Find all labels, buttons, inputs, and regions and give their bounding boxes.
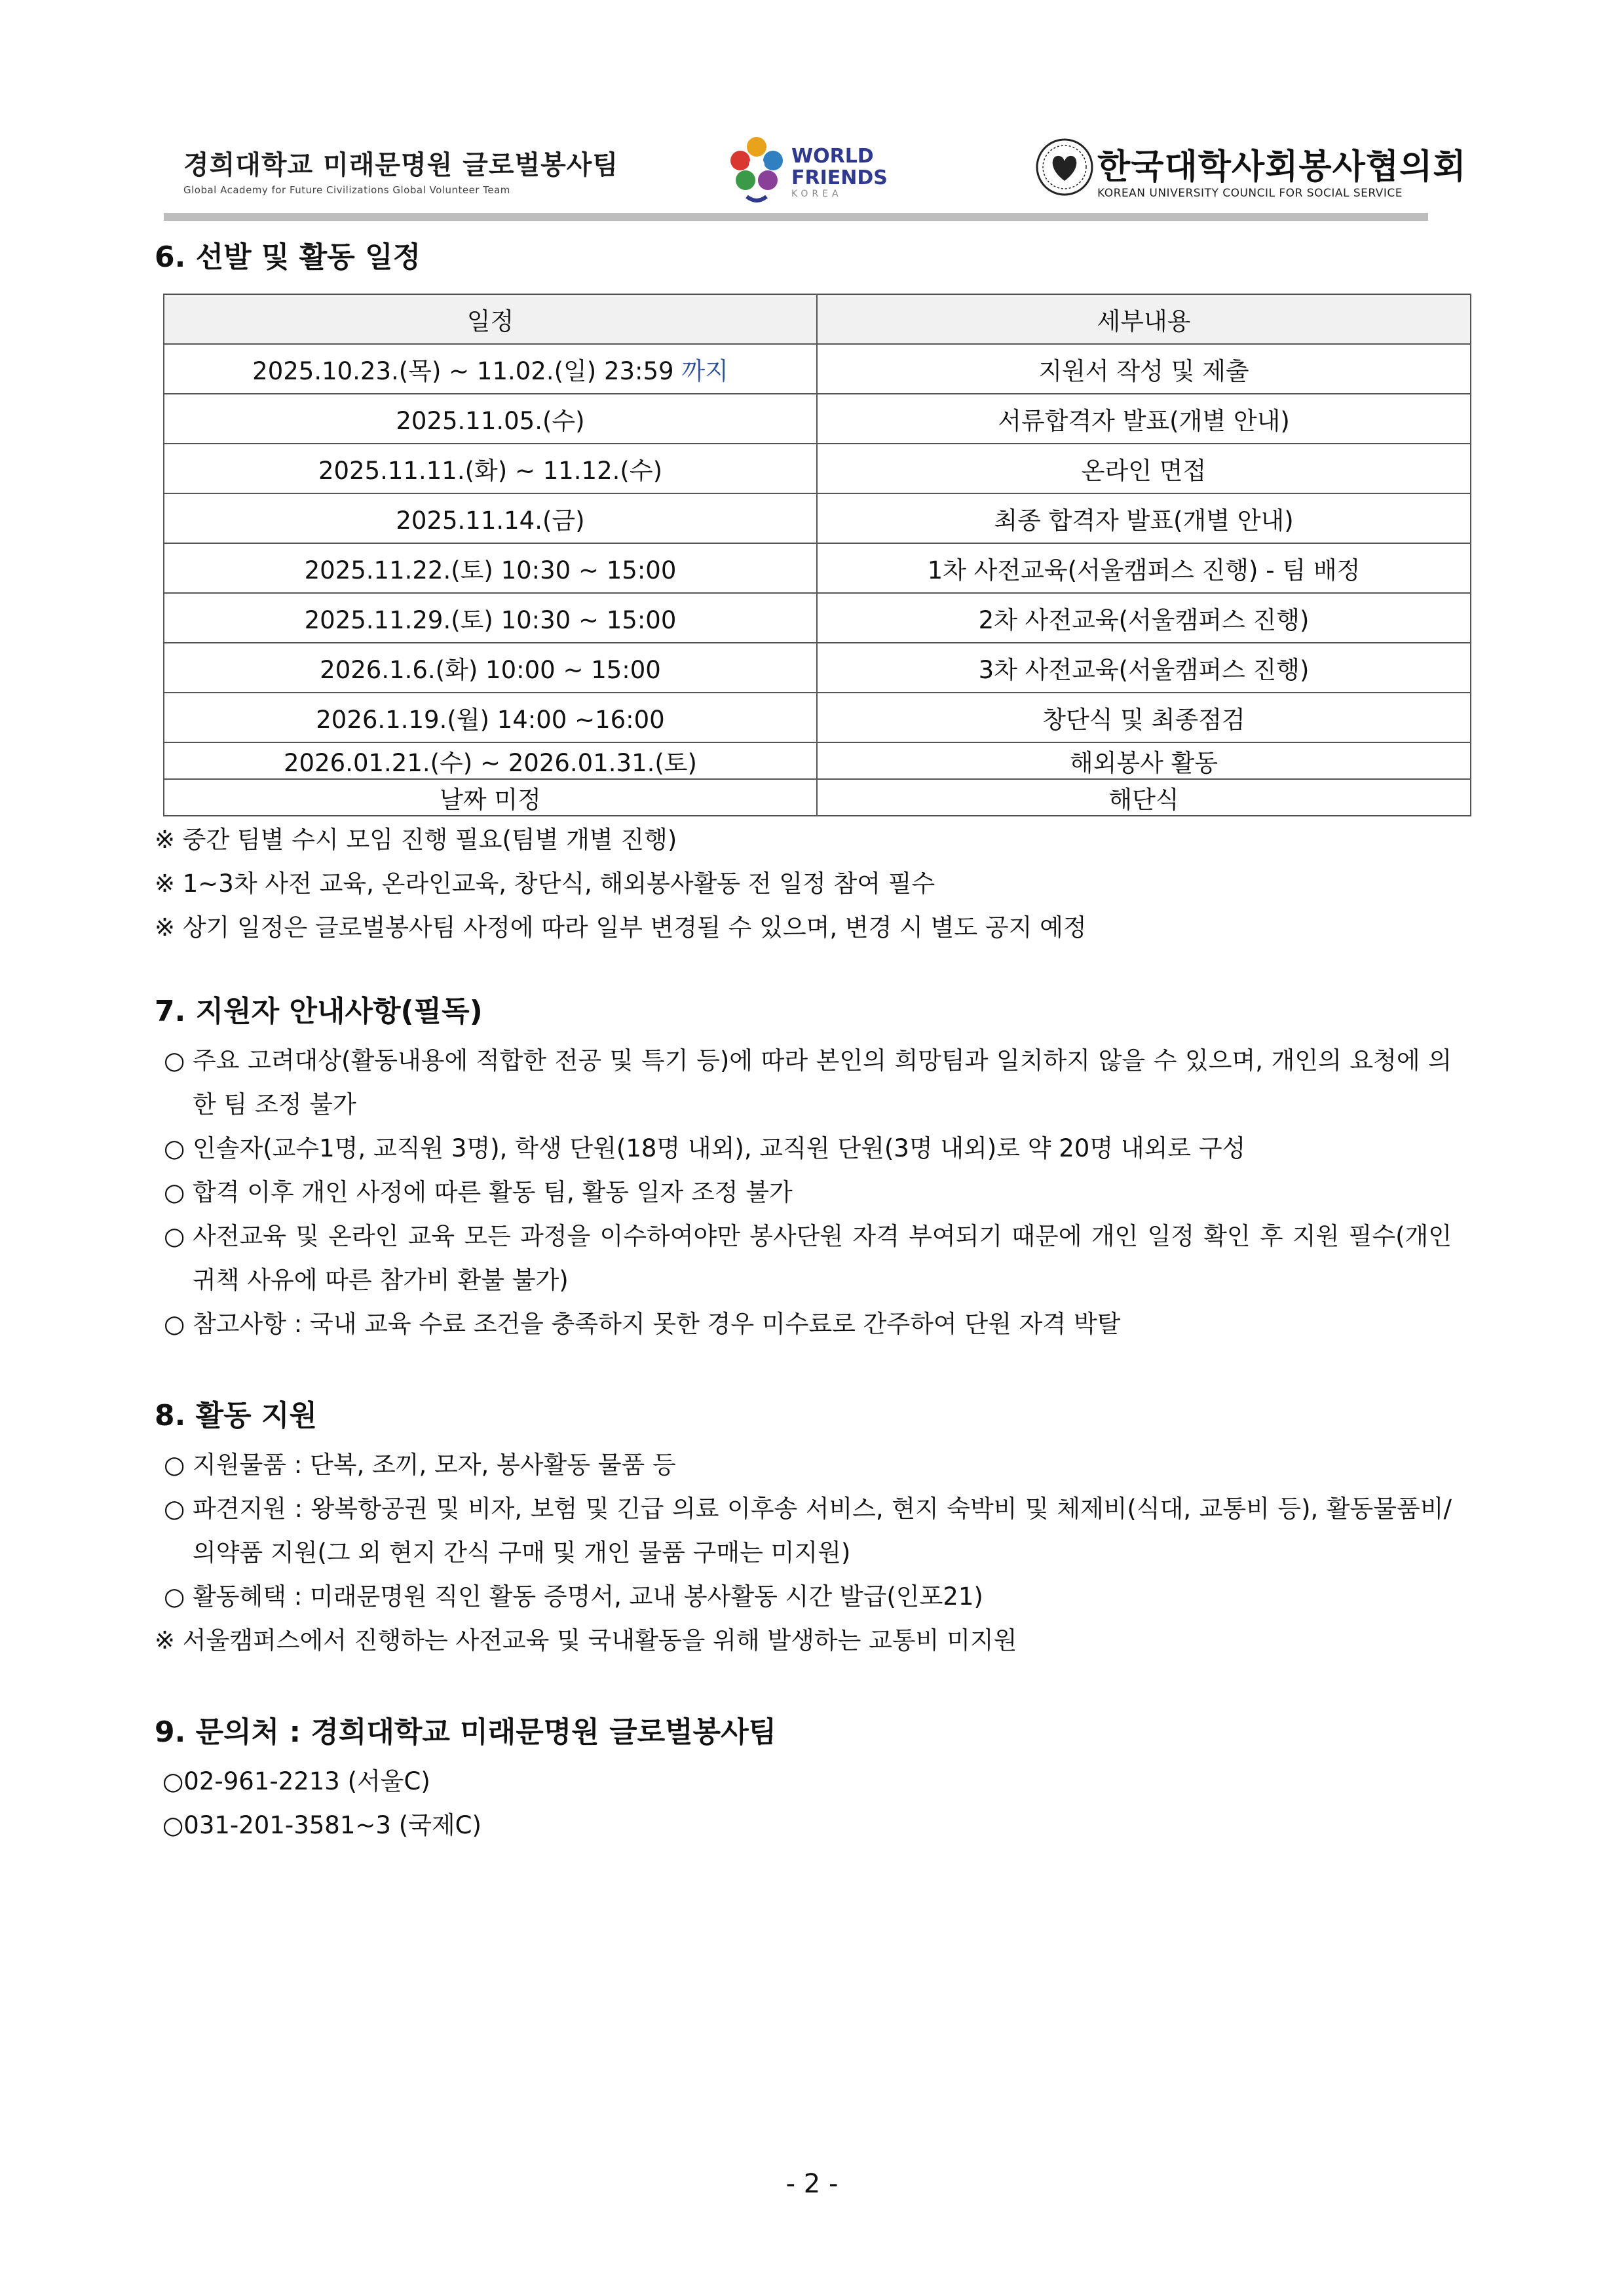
until-label: 까지: [681, 357, 728, 385]
world-friends-line1: WORLD: [791, 145, 874, 168]
list-item: ○ 파견지원 : 왕복항공권 및 비자, 보험 및 긴급 의료 이후송 서비스, 현지 숙박비 및 체제비(식대, 교통비 등), 활동물품비/의약품 지원(그 외 현지 간식 구매 및 개인 물품 구매는 미지원): [155, 1487, 1471, 1575]
world-friends-emblem-icon: [721, 131, 793, 210]
list-item: ○ 주요 고려대상(활동내용에 적합한 전공 및 특기 등)에 따라 본인의 희망팀과 일치하지 않을 수 있으며, 개인의 요청에 의한 팀 조정 불가: [155, 1039, 1471, 1126]
page-header: [164, 124, 1467, 223]
header-divider: [164, 213, 1428, 221]
note-item: ※ 중간 팀별 수시 모임 진행 필요(팀별 개별 진행): [155, 826, 677, 854]
table-row: [164, 779, 1471, 816]
table-cell-date: 2025.11.14.(금): [164, 493, 817, 543]
circle-bullet-icon: ○: [164, 1046, 185, 1075]
table-cell-detail: 온라인 면접: [817, 444, 1471, 493]
contact-global: ○031-201-3581~3 (국제C): [162, 1811, 482, 1839]
note-item: ※ 1~3차 사전 교육, 온라인교육, 창단식, 해외봉사활동 전 일정 참여 필수: [155, 870, 935, 898]
table-header-detail: 세부내용: [817, 294, 1471, 344]
table-cell-date: 2026.1.19.(월) 14:00 ~16:00: [164, 693, 817, 742]
table-cell-detail: 서류합격자 발표(개별 안내): [817, 394, 1471, 444]
section8-title: 8. 활동 지원: [155, 1399, 317, 1432]
contact-seoul: ○02-961-2213 (서울C): [162, 1767, 430, 1795]
list-item: ○ 지원물품 : 단복, 조끼, 모자, 봉사활동 물품 등: [155, 1443, 1471, 1487]
table-row: [164, 344, 1471, 394]
list-item: ○ 사전교육 및 온라인 교육 모든 과정을 이수하여야만 봉사단원 자격 부여되기 때문에 개인 일정 확인 후 지원 필수(개인 귀책 사유에 따른 참가비 환불 불가): [155, 1214, 1471, 1302]
table-cell-date: 2025.11.29.(토) 10:30 ~ 15:00: [164, 593, 817, 643]
page-number: - 2 -: [785, 2169, 839, 2199]
table-row: [164, 593, 1471, 643]
world-friends-line2: FRIENDS: [791, 166, 888, 189]
table-cell-detail: 해단식: [817, 779, 1471, 816]
table-row: [164, 444, 1471, 493]
list-item: ○ 인솔자(교수1명, 교직원 3명), 학생 단원(18명 내외), 교직원 단원(3명 내외)로 약 20명 내외로 구성: [155, 1126, 1471, 1170]
document-body: [155, 229, 1471, 1847]
table-row: [164, 543, 1471, 593]
khu-logo-title: 경희대학교 미래문명원 글로벌봉사팀: [183, 150, 619, 180]
table-row: [164, 394, 1471, 444]
circle-bullet-icon: ○: [164, 1451, 185, 1479]
table-header-row: [164, 294, 1471, 344]
list-item: ○ 합격 이후 개인 사정에 따른 활동 팀, 활동 일자 조정 불가: [155, 1170, 1471, 1214]
table-cell-date: 2026.1.6.(화) 10:00 ~ 15:00: [164, 643, 817, 693]
schedule-table: [163, 294, 1471, 816]
schedule-notes: [155, 818, 1471, 949]
kucss-logo: [1035, 138, 1467, 210]
circle-bullet-icon: ○: [164, 1222, 185, 1250]
table-cell-detail: 3차 사전교육(서울캠퍼스 진행): [817, 643, 1471, 693]
world-friends-logo: [721, 131, 891, 210]
table-header-date: 일정: [164, 294, 817, 344]
section9-title: 9. 문의처 : 경희대학교 미래문명원 글로벌봉사팀: [155, 1715, 777, 1749]
table-cell-detail: 2차 사전교육(서울캠퍼스 진행): [817, 593, 1471, 643]
table-cell-date: 2025.10.23.(목) ~ 11.02.(일) 23:59 까지: [164, 344, 817, 394]
table-cell-detail: 지원서 작성 및 제출: [817, 344, 1471, 394]
table-cell-date: 2025.11.11.(화) ~ 11.12.(수): [164, 444, 817, 493]
table-cell-date: 2026.01.21.(수) ~ 2026.01.31.(토): [164, 742, 817, 779]
world-friends-line3: KOREA: [791, 189, 842, 199]
khu-logo-subtitle: Global Academy for Future Civilizations Global Volunteer Team: [183, 184, 510, 196]
table-cell-detail: 1차 사전교육(서울캠퍼스 진행) - 팀 배정: [817, 543, 1471, 593]
circle-bullet-icon: ○: [164, 1134, 185, 1162]
table-row: [164, 493, 1471, 543]
circle-bullet-icon: ○: [164, 1495, 185, 1523]
table-cell-detail: 최종 합격자 발표(개별 안내): [817, 493, 1471, 543]
circle-bullet-icon: ○: [164, 1582, 185, 1611]
table-row: [164, 643, 1471, 693]
table-cell-date: 날짜 미정: [164, 779, 817, 816]
kucss-subtitle: KOREAN UNIVERSITY COUNCIL FOR SOCIAL SERVICE: [1097, 187, 1403, 200]
section7-title: 7. 지원자 안내사항(필독): [155, 995, 483, 1028]
kucss-title: 한국대학사회봉사협의회: [1097, 147, 1467, 187]
note-item: ※ 서울캠퍼스에서 진행하는 사전교육 및 국내활동을 위해 발생하는 교통비 미지원: [155, 1626, 1017, 1655]
khu-logo: [183, 144, 618, 196]
note-item: ※ 상기 일정은 글로벌봉사팀 사정에 따라 일부 변경될 수 있으며, 변경 시 별도 공지 예정: [155, 913, 1087, 942]
section6-title: 6. 선발 및 활동 일정: [155, 240, 421, 274]
table-cell-detail: 창단식 및 최종점검: [817, 693, 1471, 742]
table-row: [164, 693, 1471, 742]
table-cell-detail: 해외봉사 활동: [817, 742, 1471, 779]
table-cell-date: 2025.11.22.(토) 10:30 ~ 15:00: [164, 543, 817, 593]
list-item: ○ 참고사항 : 국내 교육 수료 조건을 충족하지 못한 경우 미수료로 간주하여 단원 자격 박탈: [155, 1302, 1471, 1346]
kucss-seal-icon: [1035, 138, 1094, 197]
table-row: [164, 742, 1471, 779]
table-cell-date: 2025.11.05.(수): [164, 394, 817, 444]
list-item: ○ 활동혜택 : 미래문명원 직인 활동 증명서, 교내 봉사활동 시간 발급(인포21): [155, 1575, 1471, 1618]
circle-bullet-icon: ○: [164, 1310, 185, 1338]
circle-bullet-icon: ○: [164, 1178, 185, 1206]
